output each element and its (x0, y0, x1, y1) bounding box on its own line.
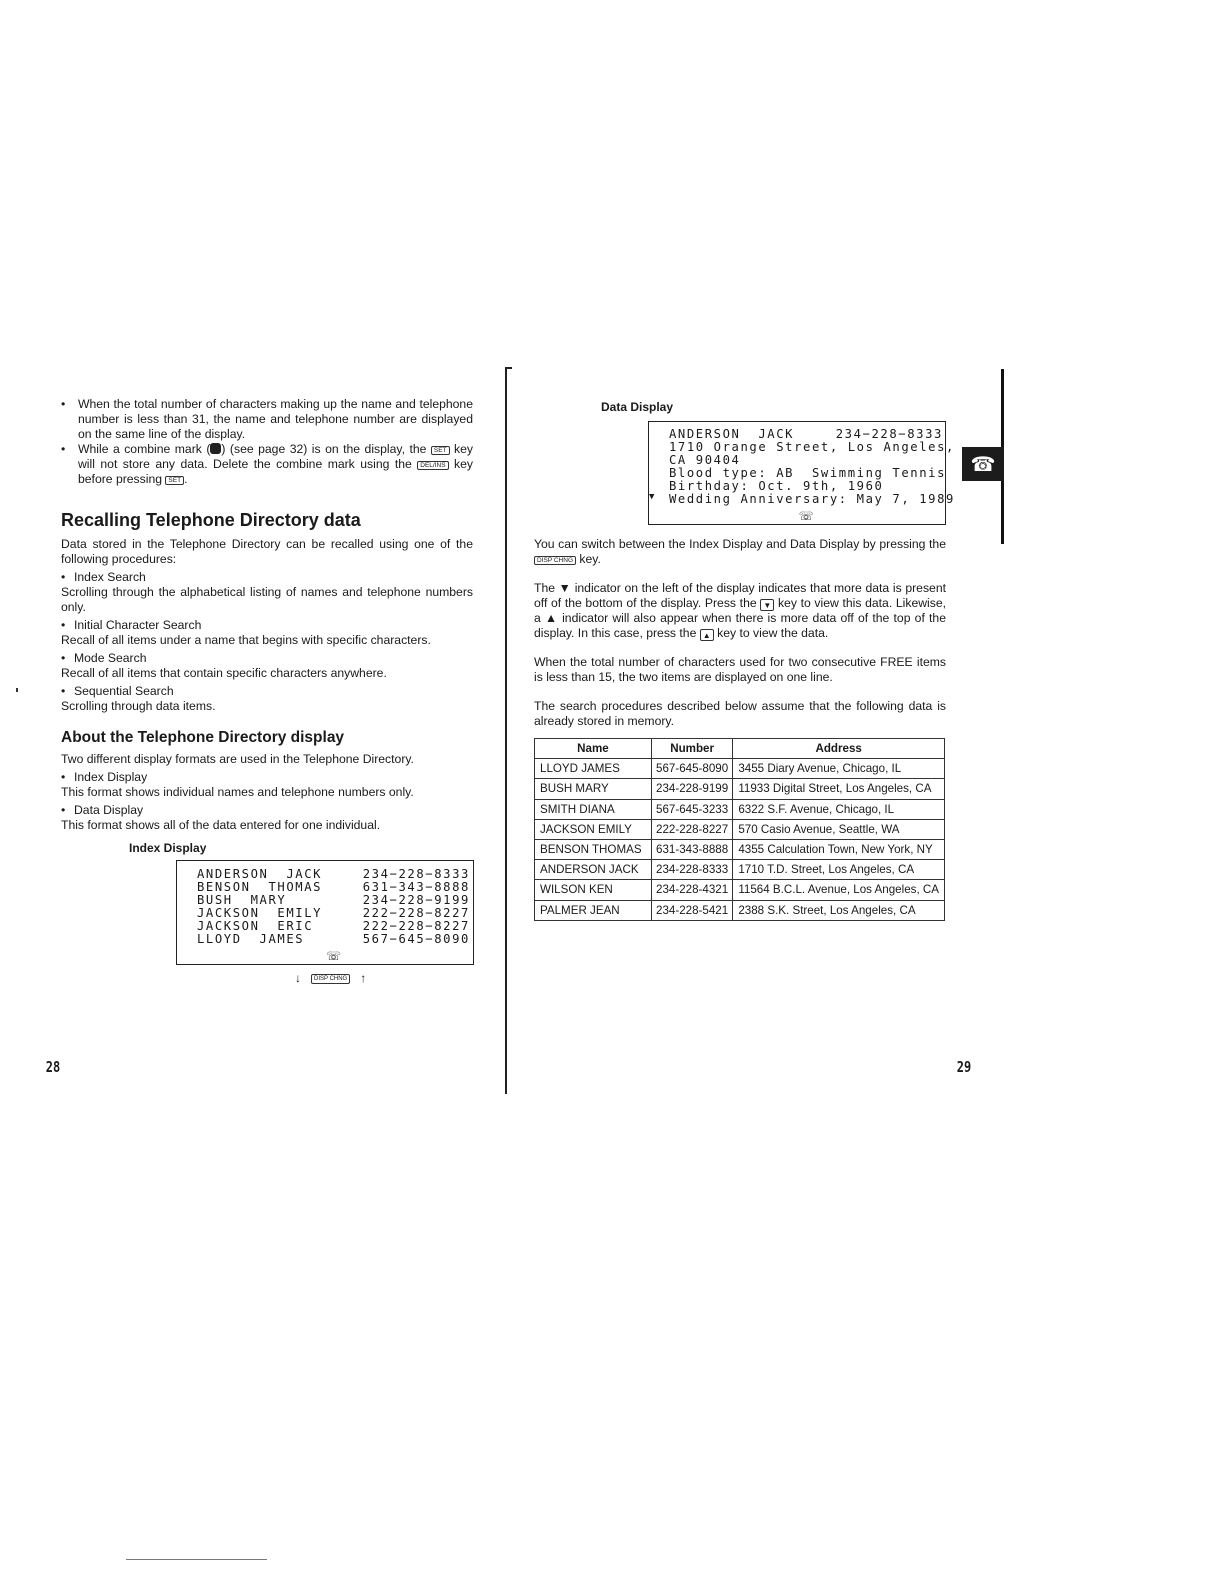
column-header: Name (535, 739, 652, 759)
procedure-desc: Recall of all items that contain specific characters anywhere. (61, 666, 387, 680)
format-desc: This format shows individual names and telephone numbers only. (61, 785, 414, 799)
data-display-caption: Data Display (601, 400, 674, 414)
stored-data-table (534, 738, 945, 921)
format-desc: This format shows all of the data entered for one individual. (61, 818, 381, 832)
subsection-title: About the Telephone Directory display (61, 729, 345, 746)
procedure-item: • Sequential Search Scrolling through data items. (61, 684, 473, 714)
arrow-down-icon: ↓ (295, 971, 301, 985)
page-number-left: 28 (45, 1058, 61, 1076)
section-title: Recalling Telephone Directory data (61, 510, 361, 530)
format-name: Index Display (74, 770, 148, 784)
up-indicator-icon: ▲ (545, 611, 558, 625)
more-data-indicator-icon: ▼ (649, 492, 657, 502)
procedure-name: Initial Character Search (74, 618, 202, 632)
procedure-name: Sequential Search (74, 684, 174, 698)
down-key-icon: ▼ (760, 599, 774, 611)
telephone-mode-icon: ☏ (798, 509, 814, 523)
note-item: • While a combine mark ( ) (see page 32) is on the display, the SET key will not store any data. Delete the combine mark using the DEL/INS key before pressing SET . (61, 442, 473, 487)
index-row: ANDERSON JACK 234−228−8333 (197, 867, 470, 881)
search-assumption-paragraph: The search procedures described below assume that the following data is already stored in memory. (534, 699, 946, 728)
column-header: Address (733, 739, 945, 759)
explanation-text (534, 537, 946, 743)
disp-chng-key-icon: DISP CHNG (311, 974, 350, 984)
arrow-up-icon: ↑ (360, 971, 367, 985)
combine-mark-icon (210, 443, 221, 454)
table-row: PALMER JEAN 234-228-5421 2388 S.K. Street, Los Angeles, CA (535, 900, 945, 920)
set-key-icon: SET (431, 446, 450, 455)
down-indicator-icon: ▼ (558, 581, 572, 595)
table-row: ANDERSON JACK 234-228-8333 1710 T.D. Street, Los Angeles, CA (535, 860, 945, 880)
table-header-row (535, 739, 945, 759)
scroll-indicator-paragraph: The ▼ indicator on the left of the display indicates that more data is present off of the bottom of the display. Press the ▼ key to view this data. Likewise, a ▲ indicator will also appear when there is more data off of the top of the display. In this case, press the ▲ key to view the data. (534, 581, 946, 640)
index-row: JACKSON ERIC 222−228−8227 (197, 919, 470, 933)
procedure-desc: Recall of all items under a name that begins with specific characters. (61, 633, 431, 647)
data-line: Wedding Anniversary: May 7, 1989 (669, 492, 955, 506)
set-key-icon: SET (165, 476, 184, 485)
disp-chng-key-icon: DISP CHNG (534, 556, 576, 565)
procedure-item: • Index Search Scrolling through the alphabetical listing of names and telephone numbers only. (61, 570, 473, 614)
table-row: LLOYD JAMES 567-645-8090 3455 Diary Avenue, Chicago, IL (535, 759, 945, 779)
section-intro: Data stored in the Telephone Directory can be recalled using one of the following procedures: (61, 537, 473, 566)
page-gutter-line (505, 367, 507, 1094)
format-item: • Index Display This format shows individual names and telephone numbers only. (61, 770, 473, 800)
procedure-item: • Initial Character Search Recall of all items under a name that begins with specific characters. (61, 618, 473, 648)
left-page (61, 397, 473, 985)
subsection-intro: Two different display formats are used in the Telephone Directory. (61, 752, 414, 766)
data-display-screen (648, 421, 955, 525)
table-row: SMITH DIANA 567-645-3233 6322 S.F. Avenue, Chicago, IL (535, 799, 945, 819)
page-gutter-tick (507, 367, 512, 369)
data-line: Blood type: AB Swimming Tennis (669, 466, 947, 480)
scan-speck (16, 688, 18, 692)
index-row: JACKSON EMILY 222−228−8227 (197, 906, 470, 920)
note-list (61, 397, 473, 487)
telephone-mode-icon: ☏ (325, 949, 341, 963)
data-line: Birthday: Oct. 9th, 1960 (669, 479, 884, 493)
del-ins-key-icon: DEL/INS (417, 461, 448, 470)
bottom-link-line (126, 1559, 267, 1560)
data-line: CA 90404 (669, 453, 741, 467)
index-display-screen (176, 860, 474, 965)
table-row: WILSON KEN 234-228-4321 11564 B.C.L. Avenue, Los Angeles, CA (535, 880, 945, 900)
procedure-desc: Scrolling through the alphabetical listing of names and telephone numbers only. (61, 585, 473, 614)
table-row: BUSH MARY 234-228-9199 11933 Digital Street, Los Angeles, CA (535, 779, 945, 799)
telephone-tab-icon: ☎ (970, 453, 996, 476)
up-key-icon: ▲ (700, 629, 714, 641)
page-number-right: 29 (956, 1058, 972, 1076)
procedure-desc: Scrolling through data items. (61, 699, 216, 713)
data-line: ANDERSON JACK 234−228−8333 (669, 427, 943, 441)
telephone-section-tab (962, 447, 1004, 481)
table-row: JACKSON EMILY 222-228-8227 570 Casio Avenue, Seattle, WA (535, 819, 945, 839)
format-name: Data Display (74, 803, 144, 817)
display-switch-hint (295, 971, 366, 986)
table-row: BENSON THOMAS 631-343-8888 4355 Calculation Town, New York, NY (535, 839, 945, 859)
procedure-name: Index Search (74, 570, 146, 584)
free-items-paragraph: When the total number of characters used for two consecutive FREE items is less than 15, the two items are displayed on one line. (534, 655, 946, 684)
procedure-list (61, 570, 473, 714)
column-header: Number (651, 739, 732, 759)
format-item: • Data Display This format shows all of the data entered for one individual. (61, 803, 473, 833)
data-line: 1710 Orange Street, Los Angeles, (669, 440, 955, 454)
index-row: BENSON THOMAS 631−343−8888 (197, 880, 470, 894)
index-display-caption: Index Display (129, 841, 207, 855)
index-row: BUSH MARY 234−228−9199 (197, 893, 470, 907)
format-list (61, 770, 473, 833)
procedure-name: Mode Search (74, 651, 147, 665)
index-row: LLOYD JAMES 567−645−8090 (197, 932, 470, 946)
switch-display-paragraph: You can switch between the Index Display and Data Display by pressing the DISP CHNG key. (534, 537, 946, 566)
procedure-item: • Mode Search Recall of all items that contain specific characters anywhere. (61, 651, 473, 681)
note-item: • When the total number of characters making up the name and telephone number is less than 31, the name and telephone number are displayed on the same line of the display. (61, 397, 473, 442)
